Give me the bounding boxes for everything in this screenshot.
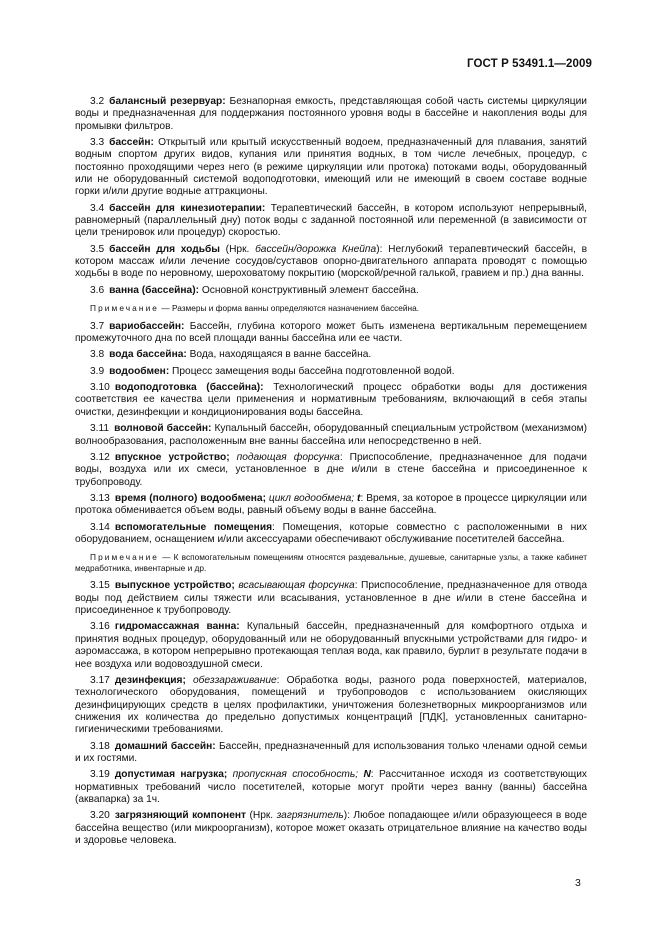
entry-text: ): Неглубокий терапевтический бассейн, в котором массаж и/или лечение сосудов/суставов опорно-двигательного аппарата проводят с помощью ходьбы в воде по неровному, шероховатому покрытию (морской/речной галькой, гравием и пр.) дна ванны.: [75, 243, 587, 280]
entry-term: вариобассейн:: [109, 320, 185, 332]
note-text: — Размеры и форма ванны определяются назначением бассейна.: [159, 303, 419, 314]
entry-term: допустимая нагрузка;: [114, 769, 228, 781]
definition-entry: [75, 203, 587, 240]
entry-number: 3.7: [90, 320, 105, 332]
entry-symbol: N: [363, 769, 371, 781]
definition-entry: [75, 137, 587, 199]
entry-text: Купальный бассейн, оборудованный специальным устройством (механизмом) волнообразования, расположенным вне ванны бассейна или непосредственно в ней.: [75, 423, 588, 447]
definition-entry: [75, 621, 587, 670]
entry-term: дезинфекция;: [114, 674, 186, 686]
entry-text: : Приспособление, предназначенное для подачи воды, воздуха или их смеси, установленное в дне и/или в стене бассейна и присоединенное к трубопроводу.: [75, 451, 587, 488]
entry-prefix: (Нрк.: [246, 810, 277, 822]
entry-synonym: загрязнитель: [276, 810, 344, 822]
entry-text: Открытый или крытый искусственный водоем, предназначенный для плавания, занятий водным спортом других видов, купания или принятия водных, в том числе лечебных, процедур, с постоянно проходящими через него (в режиме циркуляции или протока) потоками воды, оборудованный или не оборудованный системой водоподготовки, имеющий или не имеющий в своем составе водные горки и/или другие водные аттракционы.: [75, 137, 587, 198]
definition-entry: [75, 382, 587, 419]
entry-term: ванна (бассейна):: [109, 284, 199, 296]
entry-number: 3.15: [90, 580, 110, 592]
entry-number: 3.4: [90, 202, 105, 214]
entry-term: водоподготовка (бассейна):: [114, 382, 264, 394]
definition-entry: [75, 675, 587, 737]
definition-entry: [75, 244, 587, 281]
entry-text: : Обработка воды, разного рода поверхностей, материалов, технологического оборудования, помещений и трубопроводов с использованием окисляющих дезинфицирующих средств в целях профилактики, уничтожения болезнетворных микроорганизмов или снижения их количества до предельно допустимых концентраций [ПДК], установленных санитарно-гигиеническими требованиями.: [75, 674, 587, 736]
entry-number: 3.14: [90, 521, 110, 533]
entry-text: Купальный бассейн, предназначенный для комфортного отдыха и принятия водных процедур, оборудованный или не оборудованный впускными устройствами для гидро- и аэромассажа, в котором непрерывно протекающая теплая вода, как правило, бурлит в результате подачи в нее воздуха или водовоздушной смеси.: [75, 621, 588, 670]
entry-term: домашний бассейн:: [114, 740, 216, 752]
entry-term: бассейн:: [109, 137, 154, 149]
entry-symbol: t: [357, 492, 361, 504]
entry-number: 3.17: [90, 674, 110, 686]
entry-number: 3.13: [90, 492, 110, 504]
entry-text: ): Любое попадающее и/или образующееся в воде бассейна вещество (или микроорганизм), которое может оказать отрицательное влияние на качество воды и здоровье человека.: [75, 810, 587, 846]
entry-term: бассейн для ходьбы: [109, 243, 220, 255]
note: [75, 303, 587, 314]
entry-text: : Рассчитанное исходя из соответствующих нормативных требований число посетителей, которые могут пройти через ванну (ванны) бассейна (аквапарка) за 1ч.: [75, 769, 588, 805]
document-header-standard-id: ГОСТ Р 53491.1—2009: [467, 58, 592, 70]
entry-text: Бассейн, предназначенный для использования только членами одной семьи и их гостями.: [75, 740, 588, 764]
definition-entry: [75, 741, 587, 766]
entry-text: Безнапорная емкость, представляющая собой часть системы циркуляции воды и предназначенная для поддержания постоянного уровня воды в бассейне и накопления воды для промывки фильтров.: [75, 96, 587, 132]
entry-number: 3.5: [90, 243, 105, 255]
definition-entry: [75, 349, 587, 361]
entry-term: вода бассейна:: [109, 349, 187, 361]
entry-term: балансный резервуар:: [109, 96, 226, 107]
entry-term: водообмен:: [109, 365, 170, 377]
entry-text: : Время, за которое в процессе циркуляции или протока обменивается объем воды, равный объему воды в ванне бассейна.: [75, 492, 587, 517]
definition-entry: [75, 810, 587, 847]
entry-term: вспомогательные помещения: [114, 521, 273, 533]
entry-number: 3.18: [90, 740, 110, 752]
entry-number: 3.6: [90, 284, 105, 296]
entry-synonym: обеззараживание: [185, 674, 277, 686]
entry-synonym: цикл водообмена;: [265, 492, 358, 504]
entry-number: 3.16: [90, 621, 110, 633]
entry-term: волновой бассейн:: [114, 423, 212, 435]
entry-text: : Приспособление, предназначенное для отвода воды под действием силы тяжести или всасывания, установленное в дне и/или в стене бассейна и присоединенное к трубопроводу.: [75, 580, 588, 617]
entry-text: Вода, находящаяся в ванне бассейна.: [186, 349, 372, 361]
entry-number: 3.19: [90, 769, 110, 781]
entry-synonym: всасывающая форсунка: [234, 580, 355, 592]
definition-entry: [75, 321, 587, 346]
definition-entry: [75, 522, 587, 547]
entry-number: 3.11: [90, 423, 110, 435]
entry-term: загрязняющий компонент: [114, 810, 247, 822]
entry-number: 3.9: [90, 365, 105, 377]
definition-entry: [75, 452, 587, 489]
page-number: 3: [575, 877, 581, 889]
entry-synonym: подающая форсунка: [229, 451, 340, 463]
entry-text: : Помещения, которые совместно с расположенными в них оборудованием, оснащением и/или аксессуарами обеспечивают обслуживание посетителей бассейна.: [75, 521, 587, 545]
entry-term: впускное устройство;: [114, 451, 230, 463]
entry-text: Процесс замещения воды бассейна подготовленной водой.: [169, 365, 455, 377]
entry-synonym: пропускная способность;: [227, 769, 364, 781]
document-body: [75, 96, 587, 851]
definition-entry: [75, 96, 587, 133]
entry-text: Терапевтический бассейн, в котором используют непрерывный, равномерный (параллельный дну) поток воды с заданной постоянной или переменной (в зависимости от цели тренировок или процедур) скоростью.: [75, 202, 587, 239]
entry-text: Основной конструктивный элемент бассейна.: [198, 284, 419, 296]
definition-entry: [75, 366, 587, 378]
definition-entry: [75, 285, 587, 297]
entry-prefix: (Нрк.: [220, 243, 256, 255]
note-text: — К вспомогательным помещениям относятся раздевальные, душевые, санитарные узлы, а также кабинет медработника, инвентарные и др.: [75, 552, 587, 573]
entry-text: Бассейн, глубина которого может быть изменена вертикальным перемещением промежуточного дна по всей площади ванны бассейна или ее части.: [75, 320, 587, 345]
entry-number: 3.3: [90, 137, 105, 149]
entry-term: выпускное устройство;: [114, 580, 235, 592]
entry-term: гидромассажная ванна:: [114, 621, 240, 633]
entry-number: 3.2: [90, 96, 105, 107]
note-label: Примечание: [90, 303, 160, 314]
note: [75, 552, 587, 573]
entry-number: 3.10: [90, 382, 110, 394]
definition-entry: [75, 493, 587, 518]
entry-number: 3.20: [90, 810, 110, 822]
definition-entry: [75, 580, 587, 617]
entry-number: 3.12: [90, 451, 110, 463]
definition-entry: [75, 769, 587, 806]
entry-term: время (полного) водообмена;: [114, 492, 266, 504]
entry-number: 3.8: [90, 349, 105, 361]
entry-synonym: бассейн/дорожка Кнейпа: [255, 243, 377, 255]
note-label: Примечание: [90, 552, 160, 563]
entry-text: Технологический процесс обработки воды для достижения соответствия ее качества цели применения и нормативным требованиям, включающий в себя этапы очистки, дезинфекции и кондиционирования воды бассейна.: [75, 382, 588, 418]
entry-term: бассейн для кинезиотерапии:: [109, 202, 266, 214]
definition-entry: [75, 423, 587, 448]
